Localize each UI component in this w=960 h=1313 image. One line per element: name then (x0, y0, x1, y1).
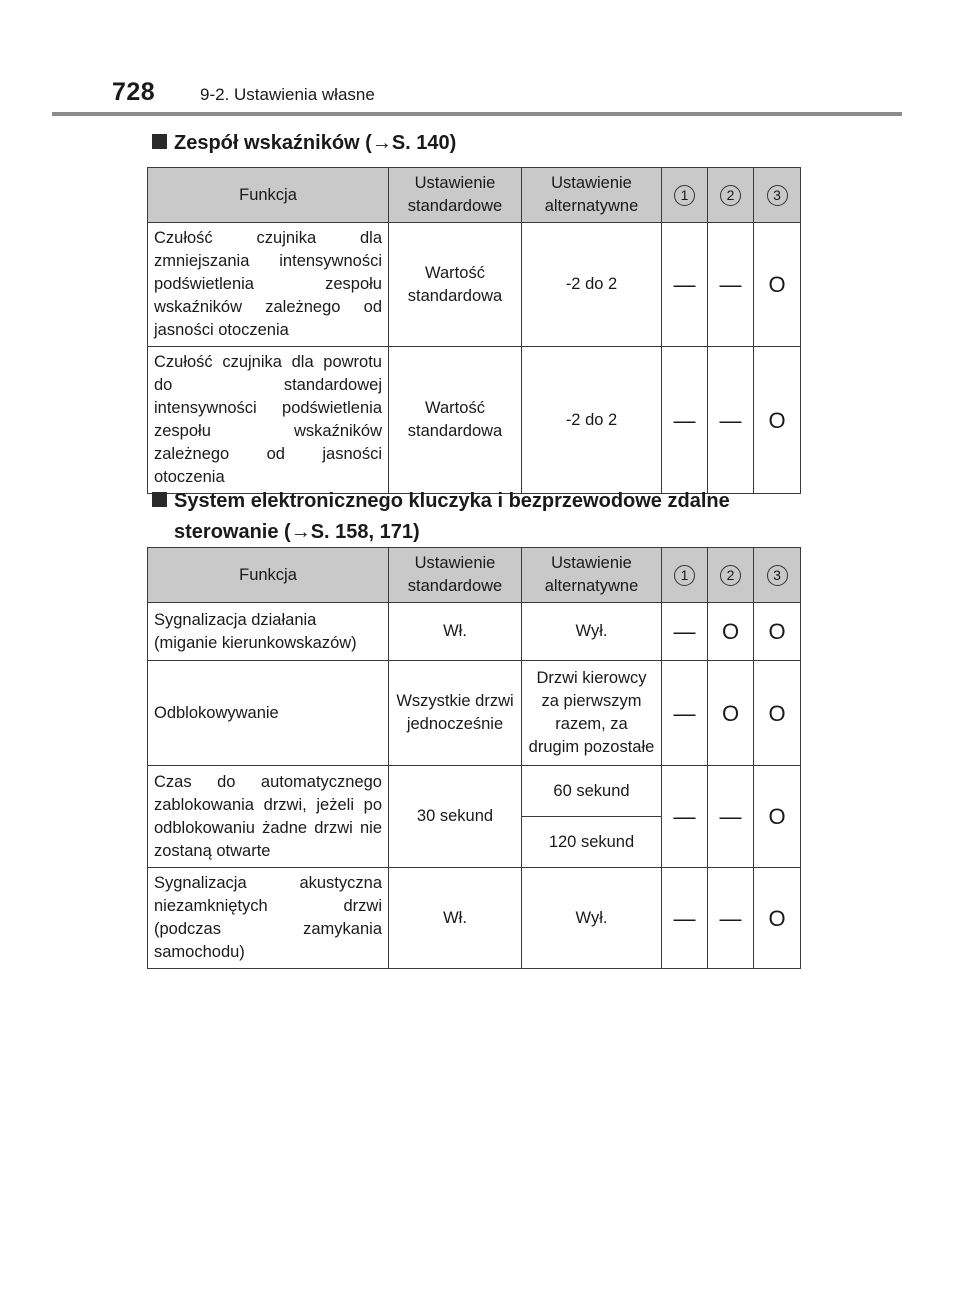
cell-mark-3: O (754, 766, 801, 868)
circled-number-2: 2 (720, 565, 741, 586)
page-number: 728 (112, 78, 156, 106)
col-header-2 (708, 548, 754, 603)
cell-alternative: 120 sekund (522, 817, 662, 868)
cell-mark-2: — (708, 347, 754, 494)
table-row (148, 766, 801, 817)
square-bullet-icon (152, 492, 167, 507)
cell-mark-1: — (662, 766, 708, 868)
table-header-row (148, 168, 801, 223)
section-title-instrument-cluster (152, 128, 456, 159)
cell-mark-2: — (708, 868, 754, 969)
cell-function: Sygnalizacja akustyczna niezamkniętych drzwi (podczas zamykania samochodu) (148, 868, 389, 969)
col-header-funkcja: Funkcja (148, 548, 389, 603)
square-bullet-icon (152, 134, 167, 149)
col-header-funkcja: Funkcja (148, 168, 389, 223)
settings-table-smart-key (147, 547, 801, 969)
cell-function: Sygnalizacja działania (miganie kierunkowskazów) (148, 603, 389, 661)
cell-mark-3: O (754, 347, 801, 494)
arrow-icon: → (371, 132, 392, 154)
col-header-standard: Ustawienie standardowe (389, 168, 522, 223)
chapter-title: 9-2. Ustawienia własne (200, 85, 375, 104)
cell-mark-2: O (708, 603, 754, 661)
section-title-ref: S. 158, 171) (310, 521, 420, 543)
circled-number-1: 1 (674, 565, 695, 586)
col-header-3 (754, 168, 801, 223)
cell-alternative: Wył. (522, 603, 662, 661)
cell-mark-1: — (662, 661, 708, 766)
cell-mark-2: — (708, 223, 754, 347)
cell-mark-3: O (754, 223, 801, 347)
cell-mark-3: O (754, 868, 801, 969)
cell-alternative: 60 sekund (522, 766, 662, 817)
table-row (148, 347, 801, 494)
col-header-1 (662, 168, 708, 223)
cell-standard: Wartość standardowa (389, 347, 522, 494)
cell-mark-3: O (754, 661, 801, 766)
section-title-text: Zespół wskaźników ( (174, 132, 372, 154)
settings-table-instrument-cluster (147, 167, 801, 494)
table-row (148, 223, 801, 347)
cell-standard: Wszystkie drzwi jednocześnie (389, 661, 522, 766)
table-row (148, 868, 801, 969)
cell-mark-2: — (708, 766, 754, 868)
cell-standard: Wł. (389, 868, 522, 969)
col-header-standard: Ustawienie standardowe (389, 548, 522, 603)
section-title-ref: S. 140) (391, 132, 457, 154)
cell-standard: 30 sekund (389, 766, 522, 868)
cell-function: Czułość czujnika dla powrotu do standardowej intensywności podświetlenia zespołu wskaźników zależnego od jasności otoczenia (148, 347, 389, 494)
cell-standard: Wł. (389, 603, 522, 661)
col-header-2 (708, 168, 754, 223)
section-title-text: System elektronicznego kluczyka i bezprzewodowe zdalne sterowanie ( (174, 490, 730, 543)
cell-mark-1: — (662, 347, 708, 494)
cell-alternative: Drzwi kierowcy za pierwszym razem, za drugim pozostałe (522, 661, 662, 766)
cell-alternative: Wył. (522, 868, 662, 969)
cell-function: Czas do automatycznego zablokowania drzwi, jeżeli po odblokowaniu żadne drzwi nie zostaną otwarte (148, 766, 389, 868)
table-header-row (148, 548, 801, 603)
circled-number-1: 1 (674, 185, 695, 206)
col-header-alternative: Ustawienie alternatywne (522, 548, 662, 603)
cell-alternative: -2 do 2 (522, 223, 662, 347)
circled-number-3: 3 (767, 185, 788, 206)
cell-mark-2: O (708, 661, 754, 766)
section-title-smart-key (152, 486, 834, 548)
col-header-alternative: Ustawienie alternatywne (522, 168, 662, 223)
cell-mark-1: — (662, 223, 708, 347)
cell-mark-1: — (662, 603, 708, 661)
cell-alternative: -2 do 2 (522, 347, 662, 494)
arrow-icon: → (290, 521, 311, 543)
cell-mark-1: — (662, 868, 708, 969)
table-row (148, 661, 801, 766)
circled-number-3: 3 (767, 565, 788, 586)
header-rule (52, 112, 902, 116)
page-header (0, 0, 960, 118)
circled-number-2: 2 (720, 185, 741, 206)
table-row (148, 603, 801, 661)
cell-function: Odblokowywanie (148, 661, 389, 766)
cell-mark-3: O (754, 603, 801, 661)
cell-standard: Wartość standardowa (389, 223, 522, 347)
cell-function: Czułość czujnika dla zmniejszania intensywności podświetlenia zespołu wskaźników zależnego od jasności otoczenia (148, 223, 389, 347)
col-header-1 (662, 548, 708, 603)
col-header-3 (754, 548, 801, 603)
